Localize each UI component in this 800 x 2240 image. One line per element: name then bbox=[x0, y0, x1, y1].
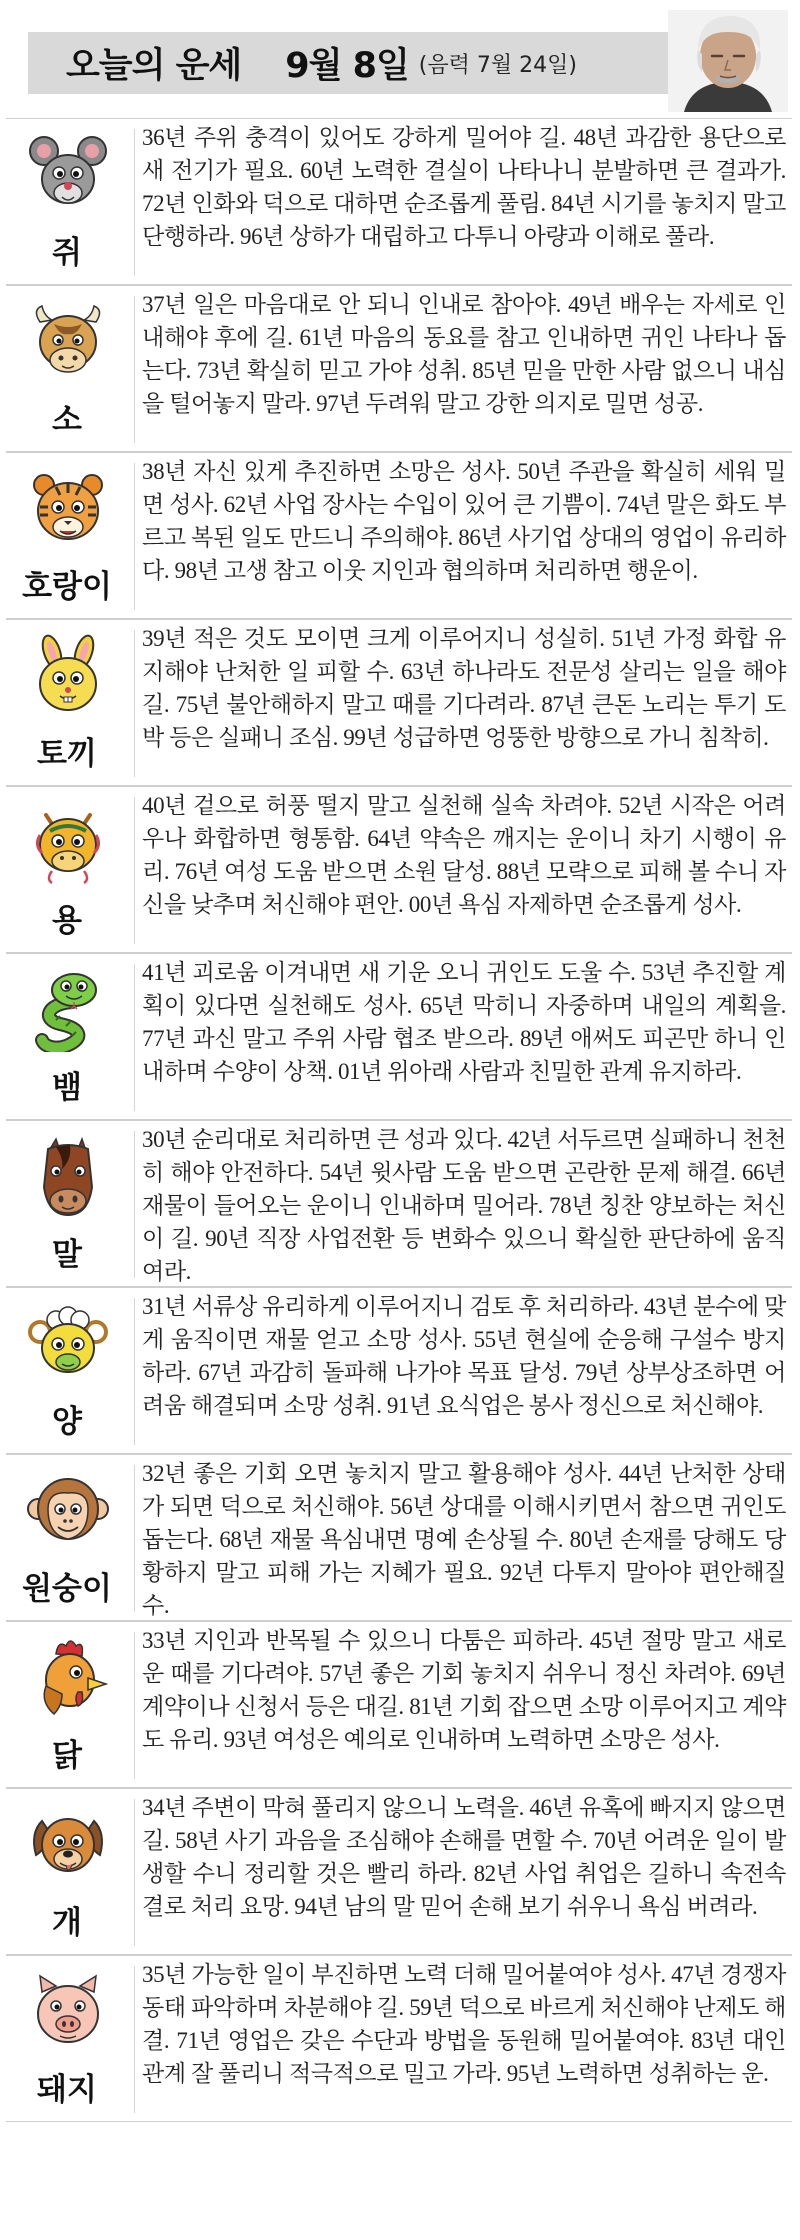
ox-icon bbox=[26, 300, 110, 384]
rat-icon bbox=[26, 133, 110, 217]
zodiac-animal bbox=[6, 1956, 128, 2123]
animal-name: 원숭이 bbox=[22, 1571, 112, 1607]
animal-name: 쥐 bbox=[52, 235, 82, 271]
zodiac-animal bbox=[6, 620, 128, 787]
column-divider bbox=[134, 1465, 135, 1612]
zodiac-animal bbox=[6, 1789, 128, 1956]
rabbit-icon bbox=[26, 634, 110, 718]
tiger-icon bbox=[26, 467, 110, 551]
animal-name: 토끼 bbox=[37, 736, 97, 772]
list-item bbox=[6, 118, 792, 285]
zodiac-animal bbox=[6, 119, 128, 286]
column-divider bbox=[134, 296, 135, 443]
fortune-text: 36년 주위 충격이 있어도 강하게 밀어야 길. 48년 과감한 용단으로 새 전기가 필요. 60년 노력한 결실이 나타나니 분발하면 큰 결과가. 72년 인화와 덕으로 대하면 순조롭게 풀림. 84년 시기를 놓치지 말고 단행하라. 96년 상하가 대립하고 다투니 아량과 이해로 풀라. bbox=[142, 125, 786, 249]
column-divider bbox=[134, 1966, 135, 2113]
fortune-text: 35년 가능한 일이 부진하면 노력 더해 밀어붙여야 성사. 47년 경쟁자 동태 파악하며 차분해야 길. 59년 덕으로 바르게 처신해야 난제도 해결. 71년 영업은 갖은 수단과 방법을 동원해 밀어붙여야. 83년 대인관계 잘 풀리니 적극적으로 밀고 가라. 95년 노력하면 성취하는 운. bbox=[142, 1962, 786, 2086]
animal-name: 닭 bbox=[52, 1738, 82, 1774]
list-item bbox=[6, 452, 792, 619]
date-label: 9월 8일 bbox=[285, 46, 409, 86]
zodiac-animal bbox=[6, 286, 128, 453]
fortune-text: 30년 순리대로 처리하면 큰 성과 있다. 42년 서두르면 실패하니 천천히 해야 안전하다. 54년 윗사람 도움 받으면 곤란한 문제 해결. 66년 재물이 들어오는 운이니 인내하며 밀어라. 78년 칭찬 양보하는 처신이 길. 90년 직장 사업전환 등 변화수 있으니 확실한 판단하에 움직여라. bbox=[142, 1127, 786, 1284]
fortune-text: 39년 적은 것도 모이면 크게 이루어지니 성실히. 51년 가정 화합 유지해야 난처한 일 피할 수. 63년 하나라도 전문성 살리는 일을 해야 길. 75년 불안해하지 말고 때를 기다려라. 87년 큰돈 노리는 투기 도박 등은 실패니 조심. 99년 성급하면 엉뚱한 방향으로 가니 침착히. bbox=[142, 626, 786, 750]
fortune-text: 41년 괴로움 이겨내면 새 기운 오니 귀인도 도울 수. 53년 추진할 계획이 있다면 실천해도 성사. 65년 막히니 자중하며 내일의 계획을. 77년 과신 말고 주위 사람 협조 받으라. 89년 애써도 피곤만 하니 인내하며 수양이 상책. 01년 위아래 사람과 친밀한 관계 유지하라. bbox=[142, 960, 786, 1084]
zodiac-animal bbox=[6, 453, 128, 620]
zodiac-animal bbox=[6, 1622, 128, 1789]
list-item bbox=[6, 1788, 792, 1955]
list-item bbox=[6, 285, 792, 452]
snake-icon bbox=[26, 968, 110, 1052]
fortune-text: 34년 주변이 막혀 풀리지 않으니 노력을. 46년 유혹에 빠지지 않으면 길. 58년 사기 과음을 조심해야 손해를 면할 수. 70년 어려운 일이 발생할 수니 정리할 것은 빨리 하라. 82년 사업 취업은 길하니 속전속결로 처리 요망. 94년 남의 말 믿어 손해 보기 쉬우니 욕심 버려라. bbox=[142, 1795, 786, 1919]
list-item bbox=[6, 1621, 792, 1788]
list-item bbox=[6, 953, 792, 1120]
dragon-icon bbox=[26, 801, 110, 885]
header bbox=[6, 10, 788, 102]
sheep-icon bbox=[26, 1302, 110, 1386]
column-divider bbox=[134, 1298, 135, 1445]
list-item bbox=[6, 619, 792, 786]
animal-name: 개 bbox=[52, 1905, 82, 1941]
animal-name: 돼지 bbox=[37, 2072, 97, 2108]
column-divider bbox=[134, 1131, 135, 1278]
page-title: 오늘의 운세 bbox=[66, 46, 242, 86]
fortune-text: 31년 서류상 유리하게 이루어지니 검토 후 처리하라. 43년 분수에 맞게 움직이면 재물 얻고 소망 성사. 55년 현실에 순응해 구설수 방지하라. 67년 과감히 돌파해 나가야 목표 달성. 79년 상부상조하면 어려움 해결되며 소망 성취. 91년 요식업은 봉사 정신으로 처신해야. bbox=[142, 1294, 786, 1418]
column-divider bbox=[134, 964, 135, 1111]
horse-icon bbox=[26, 1135, 110, 1219]
fortune-text: 40년 겉으로 허풍 떨지 말고 실천해 실속 차려야. 52년 시작은 어려우나 화합하면 형통함. 64년 약속은 깨지는 운이니 차기 시행이 유리. 76년 여성 도움 받으면 소원 달성. 88년 모략으로 피해 볼 수니 자신을 낮추며 처신해야 편안. 00년 욕심 자제하면 순조롭게 성사. bbox=[142, 793, 786, 917]
animal-name: 소 bbox=[52, 402, 82, 438]
zodiac-animal bbox=[6, 1121, 128, 1288]
column-divider bbox=[134, 129, 135, 276]
zodiac-animal bbox=[6, 787, 128, 954]
animal-name: 뱀 bbox=[52, 1070, 82, 1106]
column-divider bbox=[134, 630, 135, 777]
dog-icon bbox=[26, 1803, 110, 1887]
list-item bbox=[6, 1287, 792, 1454]
animal-name: 호랑이 bbox=[22, 569, 112, 605]
animal-name: 말 bbox=[52, 1237, 82, 1273]
animal-name: 양 bbox=[52, 1404, 82, 1440]
author-photo bbox=[668, 10, 788, 112]
list-item bbox=[6, 1454, 792, 1621]
list-item bbox=[6, 1955, 792, 2122]
column-divider bbox=[134, 797, 135, 944]
pig-icon bbox=[26, 1970, 110, 2054]
column-divider bbox=[134, 1632, 135, 1779]
fortune-text: 38년 자신 있게 추진하면 소망은 성사. 50년 주관을 확실히 세워 밀면 성사. 62년 사업 장사는 수입이 있어 큰 기쁨이. 74년 말은 화도 부르고 복된 일도 만드니 주의해야. 86년 사기업 상대의 영업이 유리하다. 98년 고생 참고 이웃 지인과 협의하며 처리하면 행운이. bbox=[142, 459, 786, 583]
zodiac-animal bbox=[6, 1455, 128, 1622]
lunar-date-label: (음력 7월 24일) bbox=[418, 52, 577, 78]
fortune-text: 32년 좋은 기회 오면 놓치지 말고 활용해야 성사. 44년 난처한 상태가 되면 덕으로 처신해야. 56년 상대를 이해시키면서 참으면 귀인도 돕는다. 68년 재물 욕심내면 명예 손상될 수. 80년 손재를 당해도 당황하지 말고 피해 가는 지혜가 필요. 92년 다투지 말아야 편안해질 수. bbox=[142, 1461, 786, 1618]
column-divider bbox=[134, 463, 135, 610]
rooster-icon bbox=[26, 1636, 110, 1720]
zodiac-animal bbox=[6, 954, 128, 1121]
fortune-text: 37년 일은 마음대로 안 되니 인내로 참아야. 49년 배우는 자세로 인내해야 후에 길. 61년 마음의 동요를 참고 인내하면 귀인 나타나 돕는다. 73년 확실히 믿고 가야 성취. 85년 믿을 만한 사람 없으니 내심을 털어놓지 말라. 97년 두려워 말고 강한 의지로 밀면 성공. bbox=[142, 292, 786, 416]
title-line bbox=[66, 32, 577, 94]
monkey-icon bbox=[26, 1469, 110, 1553]
fortune-list bbox=[6, 118, 792, 2122]
list-item bbox=[6, 786, 792, 953]
column-divider bbox=[134, 1799, 135, 1946]
fortune-text: 33년 지인과 반목될 수 있으니 다툼은 피하라. 45년 절망 말고 새로운 때를 기다려야. 57년 좋은 기회 놓치지 쉬우니 정신 차려야. 69년 계약이나 신청서 등은 대길. 81년 기회 잡으면 소망 이루어지고 계약도 유리. 93년 여성은 예의로 인내하며 노력하면 소망은 성사. bbox=[142, 1628, 786, 1752]
animal-name: 용 bbox=[52, 903, 82, 939]
list-item bbox=[6, 1120, 792, 1287]
zodiac-animal bbox=[6, 1288, 128, 1455]
